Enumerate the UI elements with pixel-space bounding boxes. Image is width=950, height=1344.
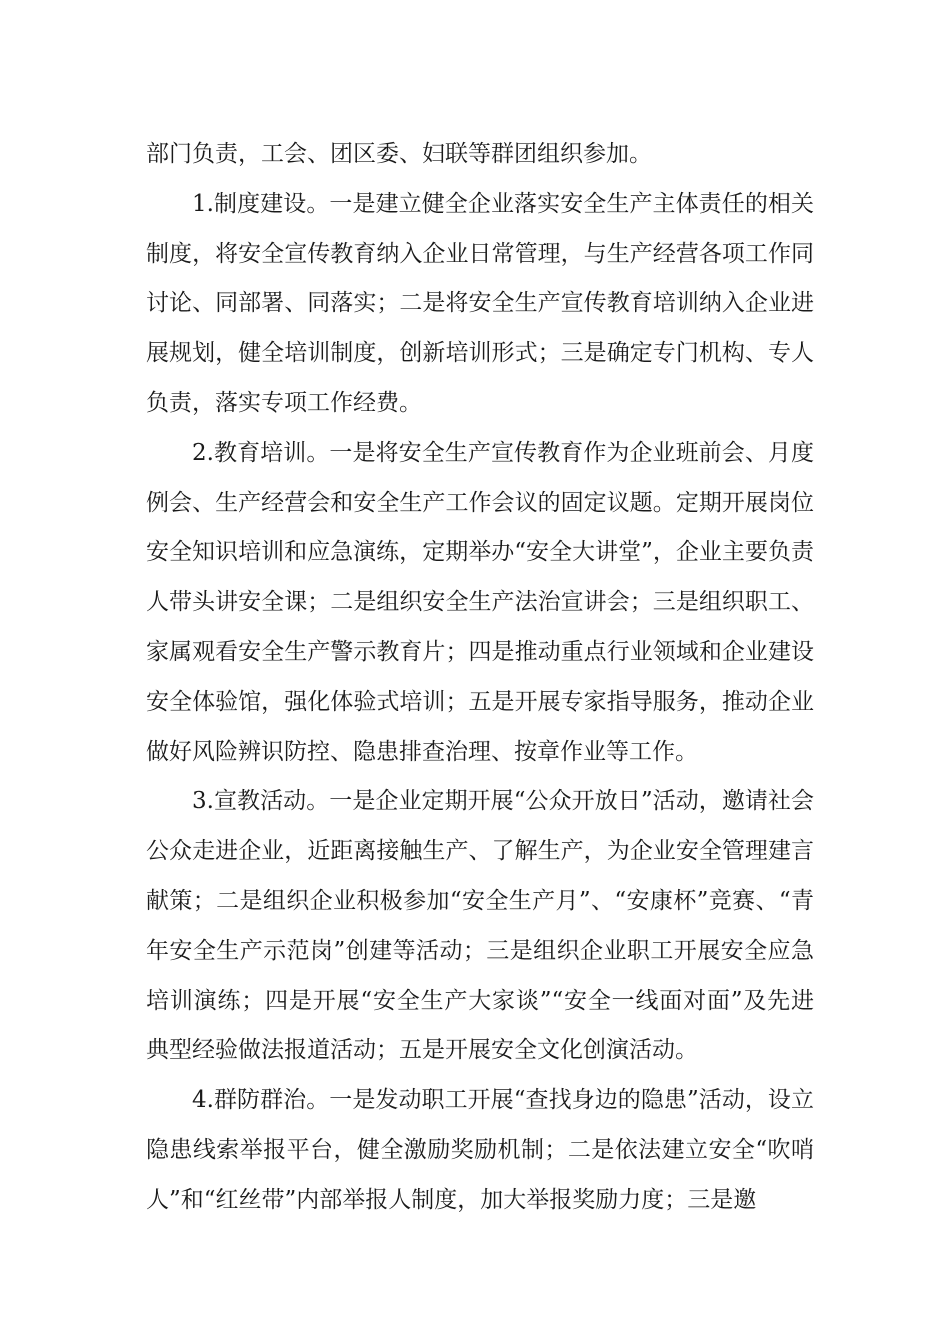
paragraph-continuation: 部门负责，工会、团区委、妇联等群团组织参加。 xyxy=(146,141,652,167)
paragraph-mass-prevention: 4.群防群治。一是发动职工开展“查找身边的隐患”活动，设立隐患线索举报平台，健全激励奖励机制；二是依法建立安全“吹哨人”和“红丝带”内部举报人制度，加大举报奖励力度；三是邀 xyxy=(146,1087,814,1213)
document-body xyxy=(146,130,814,1226)
paragraph-publicity-activities: 3.宣教活动。一是企业定期开展“公众开放日”活动，邀请社会公众走进企业，近距离接触生产、了解生产，为企业安全管理建言献策；二是组织企业积极参加“安全生产月”、“安康杯”竞赛、“青年安全生产示范岗”创建等活动；三是组织企业职工开展安全应急培训演练；四是开展“安全生产大家谈”“安全一线面对面”及先进典型经验做法报道活动；五是开展安全文化创演活动。 xyxy=(146,788,814,1064)
paragraph-education-training: 2.教育培训。一是将安全生产宣传教育作为企业班前会、月度例会、生产经营会和安全生产工作会议的固定议题。定期开展岗位安全知识培训和应急演练，定期举办“安全大讲堂”，企业主要负责人带头讲安全课；二是组织安全生产法治宣讲会；三是组织职工、家属观看安全生产警示教育片；四是推动重点行业领域和企业建设安全体验馆，强化体验式培训；五是开展专家指导服务，推动企业做好风险辨识防控、隐患排查治理、按章作业等工作。 xyxy=(146,439,814,765)
paragraph-system-building: 1.制度建设。一是建立健全企业落实安全生产主体责任的相关制度，将安全宣传教育纳入企业日常管理，与生产经营各项工作同讨论、同部署、同落实；二是将安全生产宣传教育培训纳入企业进展规划，健全培训制度，创新培训形式；三是确定专门机构、专人负责，落实专项工作经费。 xyxy=(146,190,814,416)
